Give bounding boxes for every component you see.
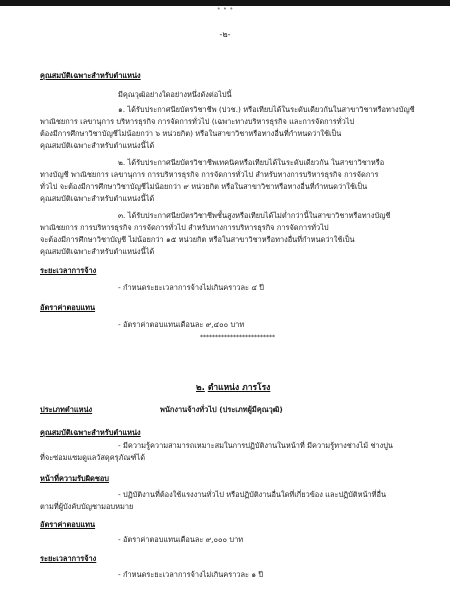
position-type-value: พนักงานจ้างทั่วไป (ประเภทผู้มีคุณวุฒิ) <box>160 405 283 414</box>
position-type-label: ประเภทตำแหน่ง <box>40 405 93 414</box>
qualification-2-line-4: คุณสมบัติเฉพาะสำหรับตำแหน่งนี้ได้ <box>40 194 155 203</box>
pager-dots: • • • <box>216 5 234 13</box>
compensation-text: - อัตราค่าตอบแทนเดือนละ ๙,๔๐๐ บาท <box>118 320 245 329</box>
qualification-3-line-1: ๓. ได้รับประกาศนียบัตรวิชาชีพชั้นสูงหรือเทียบได้ไม่ต่ำกว่านี้ในสาขาวิชาหรือทางบัญชี <box>118 211 391 220</box>
qualification-3-line-3: จะต้องมีการศึกษาวิชาบัญชี ไม่น้อยกว่า ๑๕ หน่วยกิต หรือในสาขาวิชาหรือทางอื่นที่กำหนดว่าใช้เป็น <box>40 235 355 244</box>
section-2-number: ๒. <box>196 383 205 393</box>
qualification-1-line-1: ๑. ได้รับประกาศนียบัตรวิชาชีพ (ปวช.) หรือเทียบได้ในระดับเดียวกันในสาขาวิชาหรือทางบัญชี <box>118 105 415 114</box>
section-2-title <box>196 380 270 394</box>
section-2-compensation-heading: อัตราค่าตอบแทน <box>40 520 96 529</box>
duties-line-1: - ปฏิบัติงานที่ต้องใช้แรงงานทั่วไป หรือปฏิบัติงานอื่นใดที่เกี่ยวข้อง และปฏิบัติหน้าที่อื่น <box>118 490 387 499</box>
qualifications-heading: คุณสมบัติเฉพาะสำหรับตำแหน่ง <box>40 71 141 80</box>
qualification-1-line-2: พาณิชยการ เลขานุการ บริหารธุรกิจ การจัดการทั่วไป (เฉพาะทางบริหารธุรกิจ และการจัดการทั่วไป <box>40 117 355 126</box>
compensation-heading: อัตราค่าตอบแทน <box>40 303 96 312</box>
qualification-3-line-2: พาณิชยการ การบริหารธุรกิจ การจัดการทั่วไป สำหรับทางการบริหารธุรกิจ การจัดการทั่วไป <box>40 223 329 232</box>
section-2-qualifications-line-2: ที่จะซ่อมแซมดูแลวัสดุครุภัณฑ์ได้ <box>40 453 145 462</box>
qualifications-intro: มีคุณวุฒิอย่างใดอย่างหนึ่งดังต่อไปนี้ <box>118 90 232 99</box>
section-2-employment-period-text: - กำหนดระยะเวลาการจ้างไม่เกินคราวละ ๑ ปี <box>118 570 264 579</box>
employment-period-text: - กำหนดระยะเวลาการจ้างไม่เกินคราวละ ๔ ปี <box>118 283 264 292</box>
qualification-1-line-3: ต้องมีการศึกษาวิชาบัญชีไม่น้อยกว่า ๖ หน่วยกิต) หรือในสาขาวิชาหรือทางอื่นที่กำหนดว่าใช้เป็น <box>40 129 342 138</box>
section-2-title-text: ตำแหน่ง ภารโรง <box>207 383 271 393</box>
page-number: -๒- <box>219 30 231 39</box>
qualification-2-line-2: ทางบัญชี พาณิชยการ เลขานุการ การบริหารธุรกิจ การจัดการทั่วไป สำหรับทางการบริหารธุรกิจ การจัดการ <box>40 170 379 179</box>
section-2-compensation-text: - อัตราค่าตอบแทนเดือนละ ๙,๐๐๐ บาท <box>118 535 244 544</box>
qualification-2-line-1: ๒. ได้รับประกาศนียบัตรวิชาชีพเทคนิคหรือเทียบได้ในระดับเดียวกัน ในสาขาวิชาหรือ <box>118 158 385 167</box>
qualification-2-line-3: ทั่วไป จะต้องมีการศึกษาวิชาบัญชีไม่น้อยกว่า ๙ หน่วยกิต หรือในสาขาวิชาหรือทางอื่นที่กำหนดว่าใช้เป็น <box>40 182 368 191</box>
qualification-3-line-4: คุณสมบัติเฉพาะสำหรับตำแหน่งนี้ได้ <box>40 247 155 256</box>
section-2-qualifications-heading: คุณสมบัติเฉพาะสำหรับตำแหน่ง <box>40 428 141 437</box>
section-2-qualifications-line-1: - มีความรู้ความสามารถเหมาะสมในการปฏิบัติงานในหน้าที่ มีความรู้ทางช่างไม้ ช่างปูน <box>118 441 393 450</box>
employment-period-heading: ระยะเวลาการจ้าง <box>40 266 97 275</box>
duties-line-2: ตามที่ผู้บังคับบัญชามอบหมาย <box>40 502 134 511</box>
duties-heading: หน้าที่ความรับผิดชอบ <box>40 474 109 483</box>
qualification-1-line-4: คุณสมบัติเฉพาะสำหรับตำแหน่งนี้ได้ <box>40 141 155 150</box>
stars-separator: ************************* <box>200 334 275 341</box>
section-2-employment-period-heading: ระยะเวลาการจ้าง <box>40 554 97 563</box>
